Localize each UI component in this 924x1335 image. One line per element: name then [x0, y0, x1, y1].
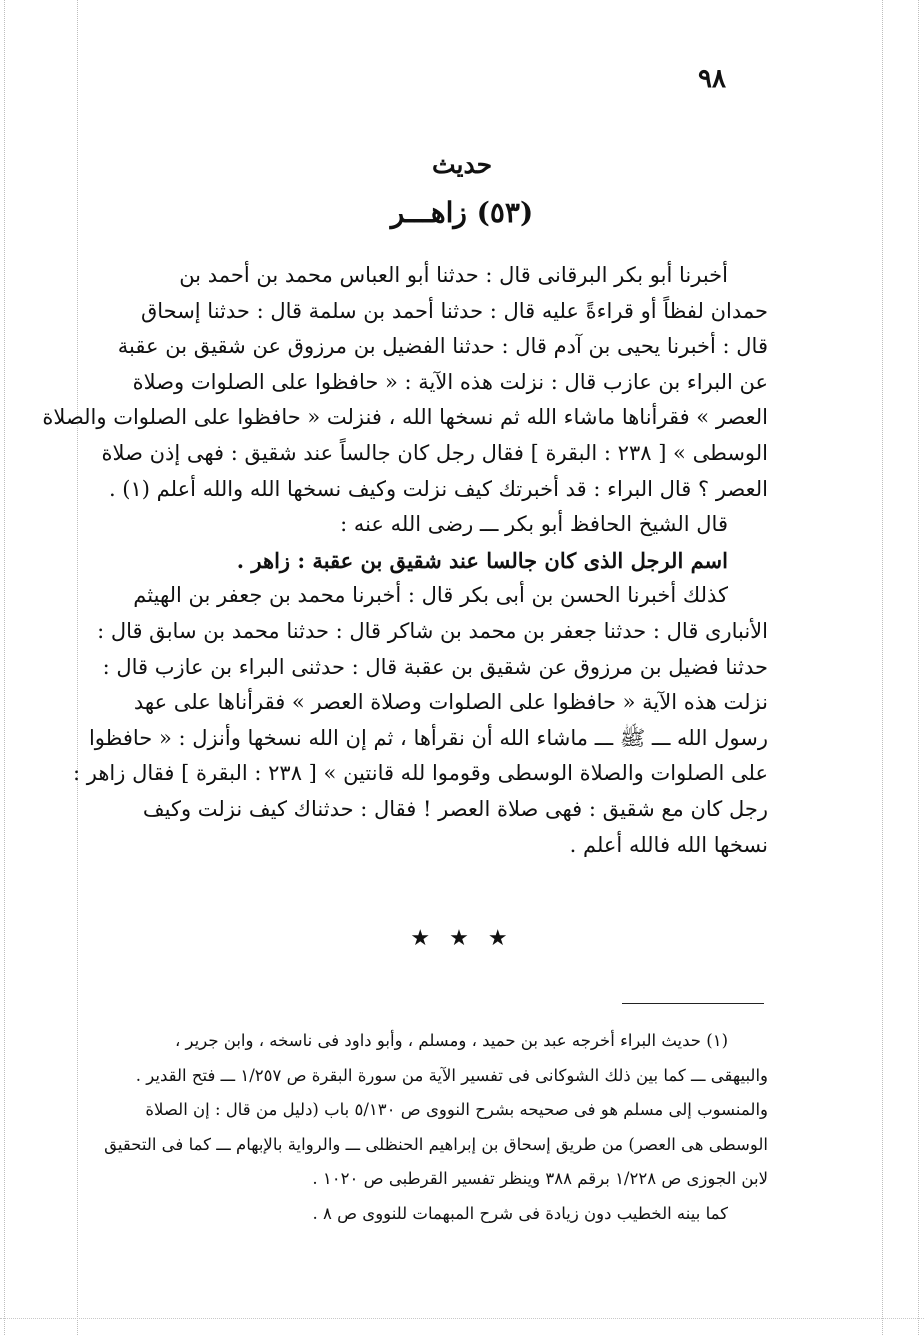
- section-separator: ★ ★ ★: [410, 926, 514, 951]
- hadith-title: (٥٣) زاهـــر: [390, 196, 534, 229]
- text-line: حمدان لفظاً أو قراءةً عليه قال : حدثنا أحمد بن سلمة قال : حدثنا إسحاق: [140, 298, 768, 323]
- text-line: قال الشيخ الحافظ أبو بكر ـــ رضى الله عنه :: [340, 512, 728, 537]
- text-line: اسم الرجل الذى كان جالسا عند شقيق بن عقبة : زاهر .: [236, 547, 728, 573]
- text-line: رسول الله ـــ ﷺ ـــ ماشاء الله أن نقرأها ، ثم إن الله نسخها وأنزل : « حافظوا: [88, 725, 768, 750]
- text-line: أخبرنا أبو بكر البرقانى قال : حدثنا أبو العباس محمد بن أحمد بن: [179, 263, 728, 287]
- scan-bottom-dots: [0, 1318, 924, 1319]
- text-line: نزلت هذه الآية « حافظوا على الصلوات وصلاة العصر » فقرأناها على عهد: [133, 690, 768, 715]
- text-line: كذلك أخبرنا الحسن بن أبى بكر قال : أخبرنا محمد بن جعفر بن الهيثم: [133, 583, 728, 608]
- text-line: الوسطى » [ ٢٣٨ : البقرة ] فقال رجل كان جالساً عند شقيق : فهى إذن صلاة: [101, 440, 768, 465]
- text-line: نسخها الله فالله أعلم .: [569, 832, 768, 857]
- section-heading: حديث: [431, 150, 493, 179]
- page-number: ٩٨: [698, 64, 726, 94]
- text-line: قال : أخبرنا يحيى بن آدم قال : حدثنا الفضيل بن مرزوق عن شقيق بن عقبة: [117, 334, 768, 359]
- text-line: عن البراء بن عازب قال : نزلت هذه الآية : « حافظوا على الصلوات وصلاة: [132, 369, 768, 394]
- footnote-line: الوسطى هى العصر) من طريق إسحاق بن إبراهيم الحنظلى ـــ والرواية بالإبهام ـــ كما فى التحقيق: [104, 1134, 768, 1154]
- footnote-line: (١) حديث البراء أخرجه عبد بن حميد ، ومسلم ، وأبو داود فى ناسخه ، وابن جرير ،: [174, 1031, 728, 1050]
- text-line: على الصلوات والصلاة الوسطى وقوموا لله قانتين » [ ٢٣٨ : البقرة ] فقال زاهر :: [73, 761, 768, 786]
- text-line: العصر ؟ قال البراء : قد أخبرتك كيف نزلت وكيف نسخها الله والله أعلم (١) .: [108, 476, 768, 501]
- main-text: [42, 258, 768, 863]
- footnotes: [100, 1024, 768, 1231]
- footnote-line: لابن الجوزى ص ١/٢٢٨ برقم ٣٨٨ وينظر تفسير القرطبى ص ١٠٢٠ .: [312, 1169, 768, 1188]
- text-line: العصر » فقرأناها ماشاء الله ثم نسخها الله ، فنزلت « حافظوا على الصلوات والصلاة: [42, 405, 768, 430]
- footnote-line: كما بينه الخطيب دون زيادة فى شرح المبهمات للنووى ص ٨ .: [312, 1203, 728, 1223]
- footnote-line: والمنسوب إلى مسلم هو فى صحيحه بشرح النووى ص ٥/١٣٠ باب (دليل من قال : إن الصلاة: [145, 1100, 768, 1119]
- footnote-rule: [622, 1003, 764, 1004]
- text-line: رجل كان مع شقيق : فهى صلاة العصر ! فقال : حدثناك كيف نزلت وكيف: [142, 796, 768, 821]
- text-line: حدثنا فضيل بن مرزوق عن شقيق بن عقبة قال : حدثنى البراء بن عازب قال :: [102, 654, 768, 679]
- text-line: الأنبارى قال : حدثنا جعفر بن محمد بن شاكر قال : حدثنا محمد بن سابق قال :: [97, 618, 768, 643]
- footnote-line: والبيهقى ـــ كما بين ذلك الشوكانى فى تفسير الآية من سورة البقرة ص ١/٢٥٧ ـــ فتح القدير .: [135, 1065, 768, 1085]
